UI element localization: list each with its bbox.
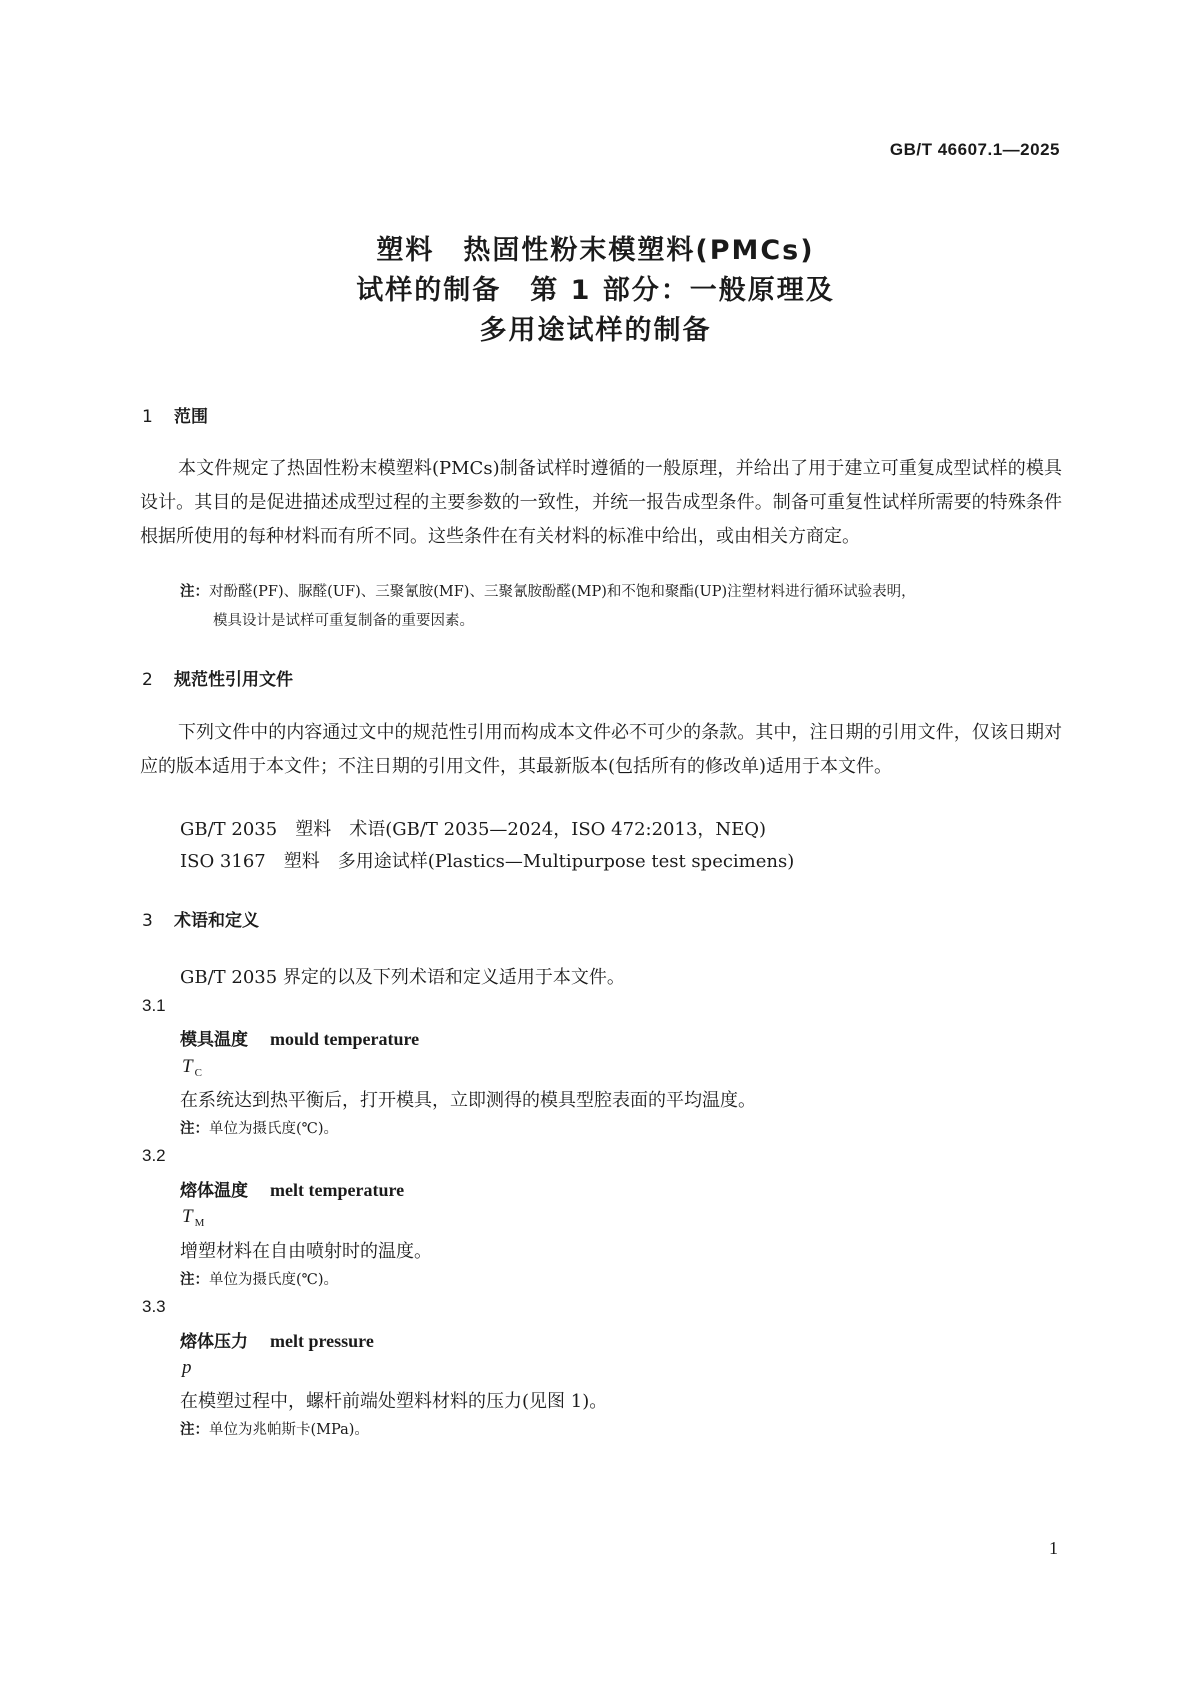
section-1-heading bbox=[142, 402, 208, 427]
standard-number: GB/T 46607.1—2025 bbox=[889, 140, 1060, 159]
term-note bbox=[180, 1117, 338, 1138]
note-label: 注： bbox=[180, 584, 209, 600]
term-note bbox=[180, 1418, 369, 1439]
term-zh: 模具温度 bbox=[180, 1030, 248, 1050]
note-text: 单位为兆帕斯卡(MPa)。 bbox=[209, 1422, 369, 1438]
section-number: 1 bbox=[142, 407, 153, 427]
section-1-paragraph bbox=[140, 452, 1062, 554]
note-text: 单位为摄氏度(℃)。 bbox=[209, 1121, 339, 1137]
paragraph-text: 本文件规定了热固性粉末模塑料(PMCs)制备试样时遵循的一般原理，并给出了用于建立可重复成型试样的模具设计。其目的是促进描述成型过程的主要参数的一致性，并统一报告成型条件。制备可重复性试样所需要的特殊条件根据所使用的每种材料而有所不同。这些条件在有关材料的标准中给出，或由相关方商定。 bbox=[140, 458, 1062, 547]
term-number: 3.2 bbox=[142, 1146, 166, 1165]
section-number: 2 bbox=[142, 670, 153, 690]
term-symbol: p bbox=[182, 1357, 192, 1378]
term-definition: 增塑材料在自由喷射时的温度。 bbox=[180, 1241, 432, 1262]
term-en: mould temperature bbox=[270, 1029, 420, 1049]
note-label: 注： bbox=[180, 1121, 209, 1137]
section-number: 3 bbox=[142, 911, 153, 931]
note-text: 对酚醛(PF)、脲醛(UF)、三聚氰胺(MF)、三聚氰胺酚醛(MP)和不饱和聚酯(UP)注塑材料进行循环试验表明， bbox=[209, 584, 916, 600]
page-number: 1 bbox=[1049, 1538, 1058, 1558]
section-title: 范围 bbox=[174, 407, 208, 427]
term-zh: 熔体温度 bbox=[180, 1181, 248, 1201]
section-3-intro: GB/T 2035 界定的以及下列术语和定义适用于本文件。 bbox=[180, 967, 625, 988]
note-label: 注： bbox=[180, 1422, 209, 1438]
note-text: 单位为摄氏度(℃)。 bbox=[209, 1272, 339, 1288]
normative-reference: GB/T 2035 塑料 术语(GB/T 2035—2024，ISO 472:2013，NEQ) bbox=[180, 819, 767, 840]
term-symbol: T $_C$ bbox=[182, 1056, 202, 1079]
normative-reference: ISO 3167 塑料 多用途试样(Plastics—Multipurpose test specimens) bbox=[180, 851, 795, 872]
term-title bbox=[180, 1176, 404, 1201]
term-en: melt pressure bbox=[270, 1331, 374, 1351]
title-line-3: 多用途试样的制备 bbox=[479, 315, 712, 346]
section-2-paragraph bbox=[140, 716, 1062, 784]
title-line-2: 试样的制备 第 1 部分：一般原理及 bbox=[356, 275, 835, 306]
term-zh: 熔体压力 bbox=[180, 1332, 248, 1352]
section-title: 术语和定义 bbox=[174, 911, 259, 931]
paragraph-text: 下列文件中的内容通过文中的规范性引用而构成本文件必不可少的条款。其中，注日期的引用文件，仅该日期对应的版本适用于本文件；不注日期的引用文件，其最新版本(包括所有的修改单)适用于本文件。 bbox=[140, 722, 1062, 777]
title-line-1: 塑料 热固性粉末模塑料(PMCs) bbox=[376, 235, 815, 266]
term-number: 3.3 bbox=[142, 1297, 166, 1316]
term-title bbox=[180, 1025, 419, 1050]
term-definition: 在系统达到热平衡后，打开模具，立即测得的模具型腔表面的平均温度。 bbox=[180, 1090, 756, 1111]
term-en: melt temperature bbox=[270, 1180, 405, 1200]
term-note bbox=[180, 1268, 338, 1289]
term-title bbox=[180, 1327, 374, 1352]
term-number: 3.1 bbox=[142, 996, 166, 1015]
term-symbol: T $_M$ bbox=[182, 1206, 205, 1229]
section-1-note-cont: 模具设计是试样可重复制备的重要因素。 bbox=[213, 613, 474, 629]
section-1-note bbox=[180, 580, 916, 601]
term-definition: 在模塑过程中，螺杆前端处塑料材料的压力(见图 1)。 bbox=[180, 1391, 608, 1412]
note-label: 注： bbox=[180, 1272, 209, 1288]
section-2-heading bbox=[142, 665, 293, 690]
section-title: 规范性引用文件 bbox=[174, 670, 293, 690]
section-3-heading bbox=[142, 906, 259, 931]
